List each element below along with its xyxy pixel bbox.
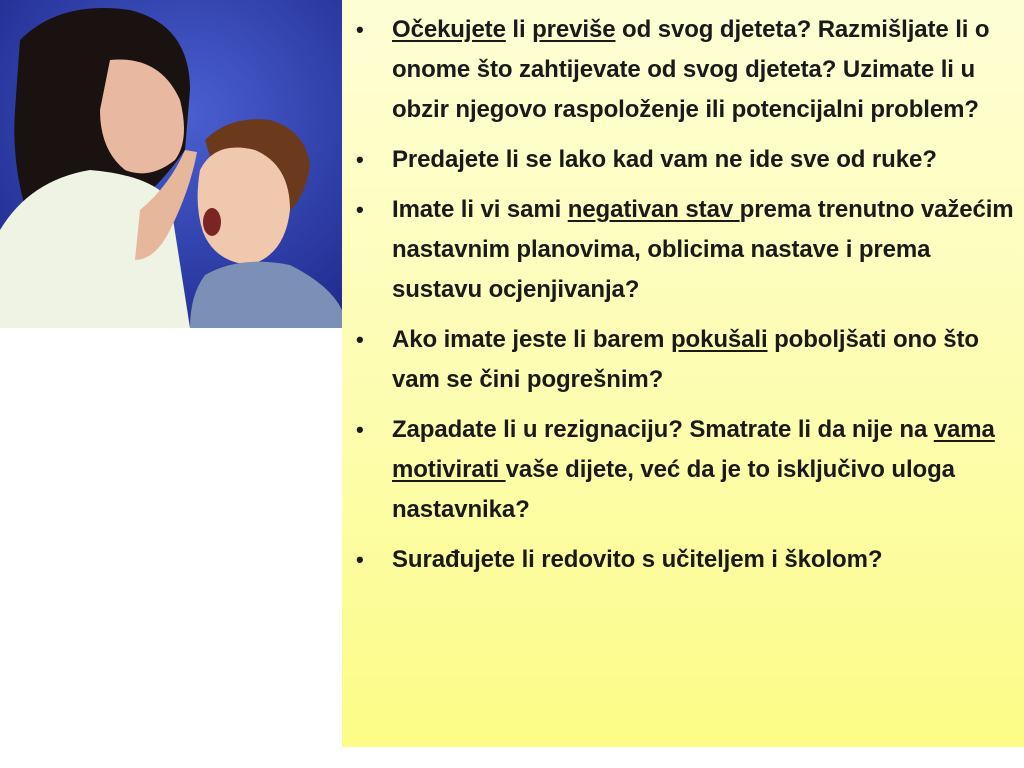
bullet-item [342, 410, 1018, 530]
text-panel [342, 0, 1024, 747]
underlined-text: Očekujete [392, 16, 506, 43]
mother-scolding-child-photo [0, 0, 342, 328]
bullet-text: od svog djeteta? Razmišljate li o onome što zahtijevate od svog djeteta? Uzimate li u obzir njegovo raspoloženje ili potencijalni problem? [392, 16, 990, 123]
bullet-dot-icon: • [356, 417, 364, 442]
underlined-text: previše [532, 16, 616, 43]
bullet-item [342, 540, 1018, 580]
bullet-text: li [505, 16, 533, 43]
underlined-text: pokušali [670, 326, 768, 353]
bullet-text: poboljšati ono što vam se čini pogrešnim? [392, 326, 979, 393]
bullet-dot-icon: • [356, 327, 364, 352]
bullet-dot-icon: • [356, 147, 364, 172]
bullet-item [342, 190, 1018, 310]
bullet-item [342, 320, 1018, 400]
bullet-list [342, 10, 1018, 580]
bullet-item [342, 140, 1018, 180]
bullet-text: vaše dijete, već da je to isključivo uloga nastavnika? [392, 456, 955, 523]
bullet-dot-icon: • [356, 17, 364, 42]
underlined-text: negativan stav [567, 196, 740, 223]
bullet-text: Zapadate li u rezignaciju? Smatrate li da nije na [392, 416, 934, 443]
underlined-text: vama motivirati [392, 416, 995, 483]
bullet-dot-icon: • [356, 197, 364, 222]
bullet-text: Surađujete li redovito s učiteljem i školom? [392, 546, 883, 573]
bullet-text: Imate li vi sami [392, 196, 568, 223]
bullet-dot-icon: • [356, 547, 364, 572]
bullet-text: Ako imate jeste li barem [392, 326, 671, 353]
bullet-item [342, 10, 1018, 130]
bullet-text: prema trenutno važećim nastavnim planovima, oblicima nastave i prema sustavu ocjenjivanja? [392, 196, 1014, 303]
bullet-text: Predajete li se lako kad vam ne ide sve od ruke? [392, 146, 937, 173]
